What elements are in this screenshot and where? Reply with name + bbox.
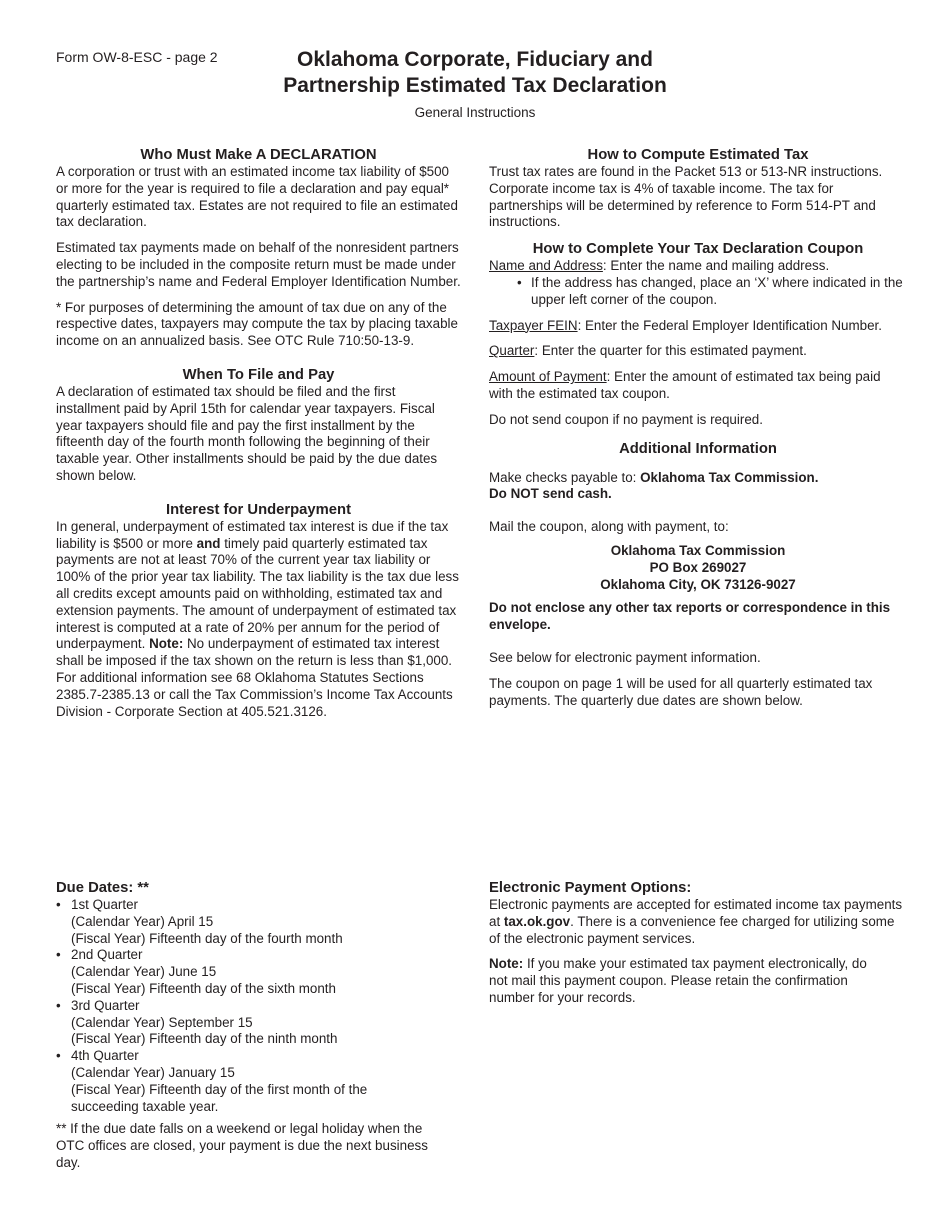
title-line-1: Oklahoma Corporate, Fiduciary and (297, 48, 653, 71)
quarter-line: Quarter: Enter the quarter for this estimated payment. (489, 343, 807, 359)
who-paragraph-1: A corporation or trust with an estimated income tax liability of $500 or more for the year is required to file a declaration and pay equal* quarterly estimated tax. Estates are not required to file an estimated tax declaration. (56, 164, 458, 230)
amount-line: Amount of Payment: Enter the amount of estimated tax being paid with the estimated tax coupon. (489, 369, 881, 401)
q1-fiscal: (Fiscal Year) Fifteenth day of the fourth month (71, 930, 343, 946)
q2-calendar: (Calendar Year) June 15 (71, 964, 217, 980)
q1-label: 1st Quarter (71, 897, 138, 912)
electronic-payment-section (489, 880, 907, 1007)
when-heading: When To File and Pay (182, 366, 335, 383)
mail-line: Mail the coupon, along with payment, to: (489, 519, 729, 535)
see-below-line: See below for electronic payment information. (489, 649, 761, 665)
due-dates-heading: Due Dates: ** (56, 880, 149, 896)
due-item-q1: • 1st Quarter (Calendar Year) April 15 (Fiscal Year) Fifteenth day of the fourth month (56, 897, 343, 946)
form-id: Form OW-8-ESC - page 2 (56, 49, 218, 65)
due-item-q4: • 4th Quarter (Calendar Year) January 15 (Fiscal Year) Fifteenth day of the first month of the succeeding taxable year. (56, 1048, 461, 1115)
right-column (489, 147, 907, 709)
due-item-q2: • 2nd Quarter (Calendar Year) June 15 (Fiscal Year) Fifteenth day of the sixth month (56, 947, 336, 996)
interest-heading: Interest for Underpayment (166, 501, 351, 518)
complete-heading: How to Complete Your Tax Declaration Coupon (532, 241, 864, 258)
page-title (0, 47, 950, 99)
q4-fiscal: (Fiscal Year) Fifteenth day of the first month of the succeeding taxable year. (71, 1081, 368, 1114)
fein-line: Taxpayer FEIN: Enter the Federal Employer Identification Number. (489, 317, 882, 333)
due-item-q3: • 3rd Quarter (Calendar Year) September 15 (Fiscal Year) Fifteenth day of the ninth month (56, 997, 338, 1047)
due-dates-footnote: ** If the due date falls on a weekend or legal holiday when the OTC offices are closed, your payment is due the next business day. (56, 1121, 428, 1170)
name-address-line: Name and Address: Enter the name and mailing address. (489, 258, 830, 274)
electronic-note: Note: If you make your estimated tax payment electronically, do not mail this payment coupon. Please retain the confirmation number for your records. (489, 956, 867, 1005)
additional-heading: Additional Information (619, 440, 777, 457)
page-subtitle: General Instructions (414, 105, 536, 120)
q1-calendar: (Calendar Year) April 15 (71, 913, 214, 929)
address-line-2: PO Box 269027 (649, 559, 747, 575)
left-column (56, 147, 461, 720)
q3-calendar: (Calendar Year) September 15 (71, 1014, 253, 1030)
q4-calendar: (Calendar Year) January 15 (71, 1064, 235, 1080)
address-line-3: Oklahoma City, OK 73126-9027 (600, 576, 796, 592)
who-paragraph-3: * For purposes of determining the amount of tax due on any of the respective dates, taxpayers may compute the tax by placing taxable income on an annualized basis. See OTC Rule 710:50-13-9. (56, 299, 458, 349)
compute-heading: How to Compute Estimated Tax (587, 147, 809, 163)
q2-label: 2nd Quarter (71, 947, 143, 963)
no-payment-line: Do not send coupon if no payment is required. (489, 411, 763, 427)
due-dates-section (56, 880, 461, 1172)
mailing-address (489, 543, 907, 593)
q4-label: 4th Quarter (71, 1048, 139, 1064)
q2-fiscal: (Fiscal Year) Fifteenth day of the sixth month (71, 980, 336, 996)
who-paragraph-2: Estimated tax payments made on behalf of the nonresident partners electing to be included in the composite return must be made under the partnership’s name and Federal Employer Identification Number. (56, 240, 461, 289)
address-line-1: Oklahoma Tax Commission (610, 542, 786, 558)
when-paragraph: A declaration of estimated tax should be filed and the first installment paid by April 15th for calendar year taxpayers. Fiscal year taxpayers should file and pay the first installment by the fifteenth day of the fourth month following the beginning of their taxable year. Other installments should be paid by the due dates shown below. (56, 383, 438, 483)
coupon-line: The coupon on page 1 will be used for all quarterly estimated tax payments. The quarterly due dates are shown below. (489, 675, 873, 708)
q3-label: 3rd Quarter (71, 997, 140, 1013)
address-change-bullet: • If the address has changed, place an ‘X’ where indicated in the upper left corner of the coupon. (517, 274, 903, 307)
electronic-heading: Electronic Payment Options: (489, 880, 692, 896)
q3-fiscal: (Fiscal Year) Fifteenth day of the ninth month (71, 1031, 338, 1047)
no-enclose-warning: Do not enclose any other tax reports or correspondence in this envelope. (489, 600, 891, 633)
interest-paragraph: In general, underpayment of estimated tax interest is due if the tax liability is $500 or more and timely paid quarterly estimated tax payments are not at least 70% of the current year tax liability or 100% of the prior year tax liability. The tax liability is the tax due less all credits except amounts paid on withholding, estimated tax and extension payments. The amount of underpayment of estimated tax interest is computed at a rate of 20% per annum for the period of underpayment. Note: No underpayment of estimated tax interest shall be imposed if the tax shown on the return is less than $1,000. For additional information see 68 Oklahoma Statutes Sections 2385.7-2385.13 or call the Tax Commission’s Income Tax Accounts Division - Corporate Section at 405.521.3126. (56, 518, 459, 719)
electronic-paragraph: Electronic payments are accepted for estimated income tax payments at tax.ok.gov. There is a convenience fee charged for utilizing some of the electronic payment services. (489, 897, 903, 946)
who-heading: Who Must Make A DECLARATION (140, 147, 377, 163)
title-line-2: Partnership Estimated Tax Declaration (283, 74, 667, 97)
checks-line: Make checks payable to: Oklahoma Tax Commission. Do NOT send cash. (489, 469, 819, 502)
compute-paragraph: Trust tax rates are found in the Packet 513 or 513-NR instructions. Corporate income tax is 4% of taxable income. The tax for partnerships will be determined by reference to Form 514-PT and instructions. (489, 164, 883, 230)
